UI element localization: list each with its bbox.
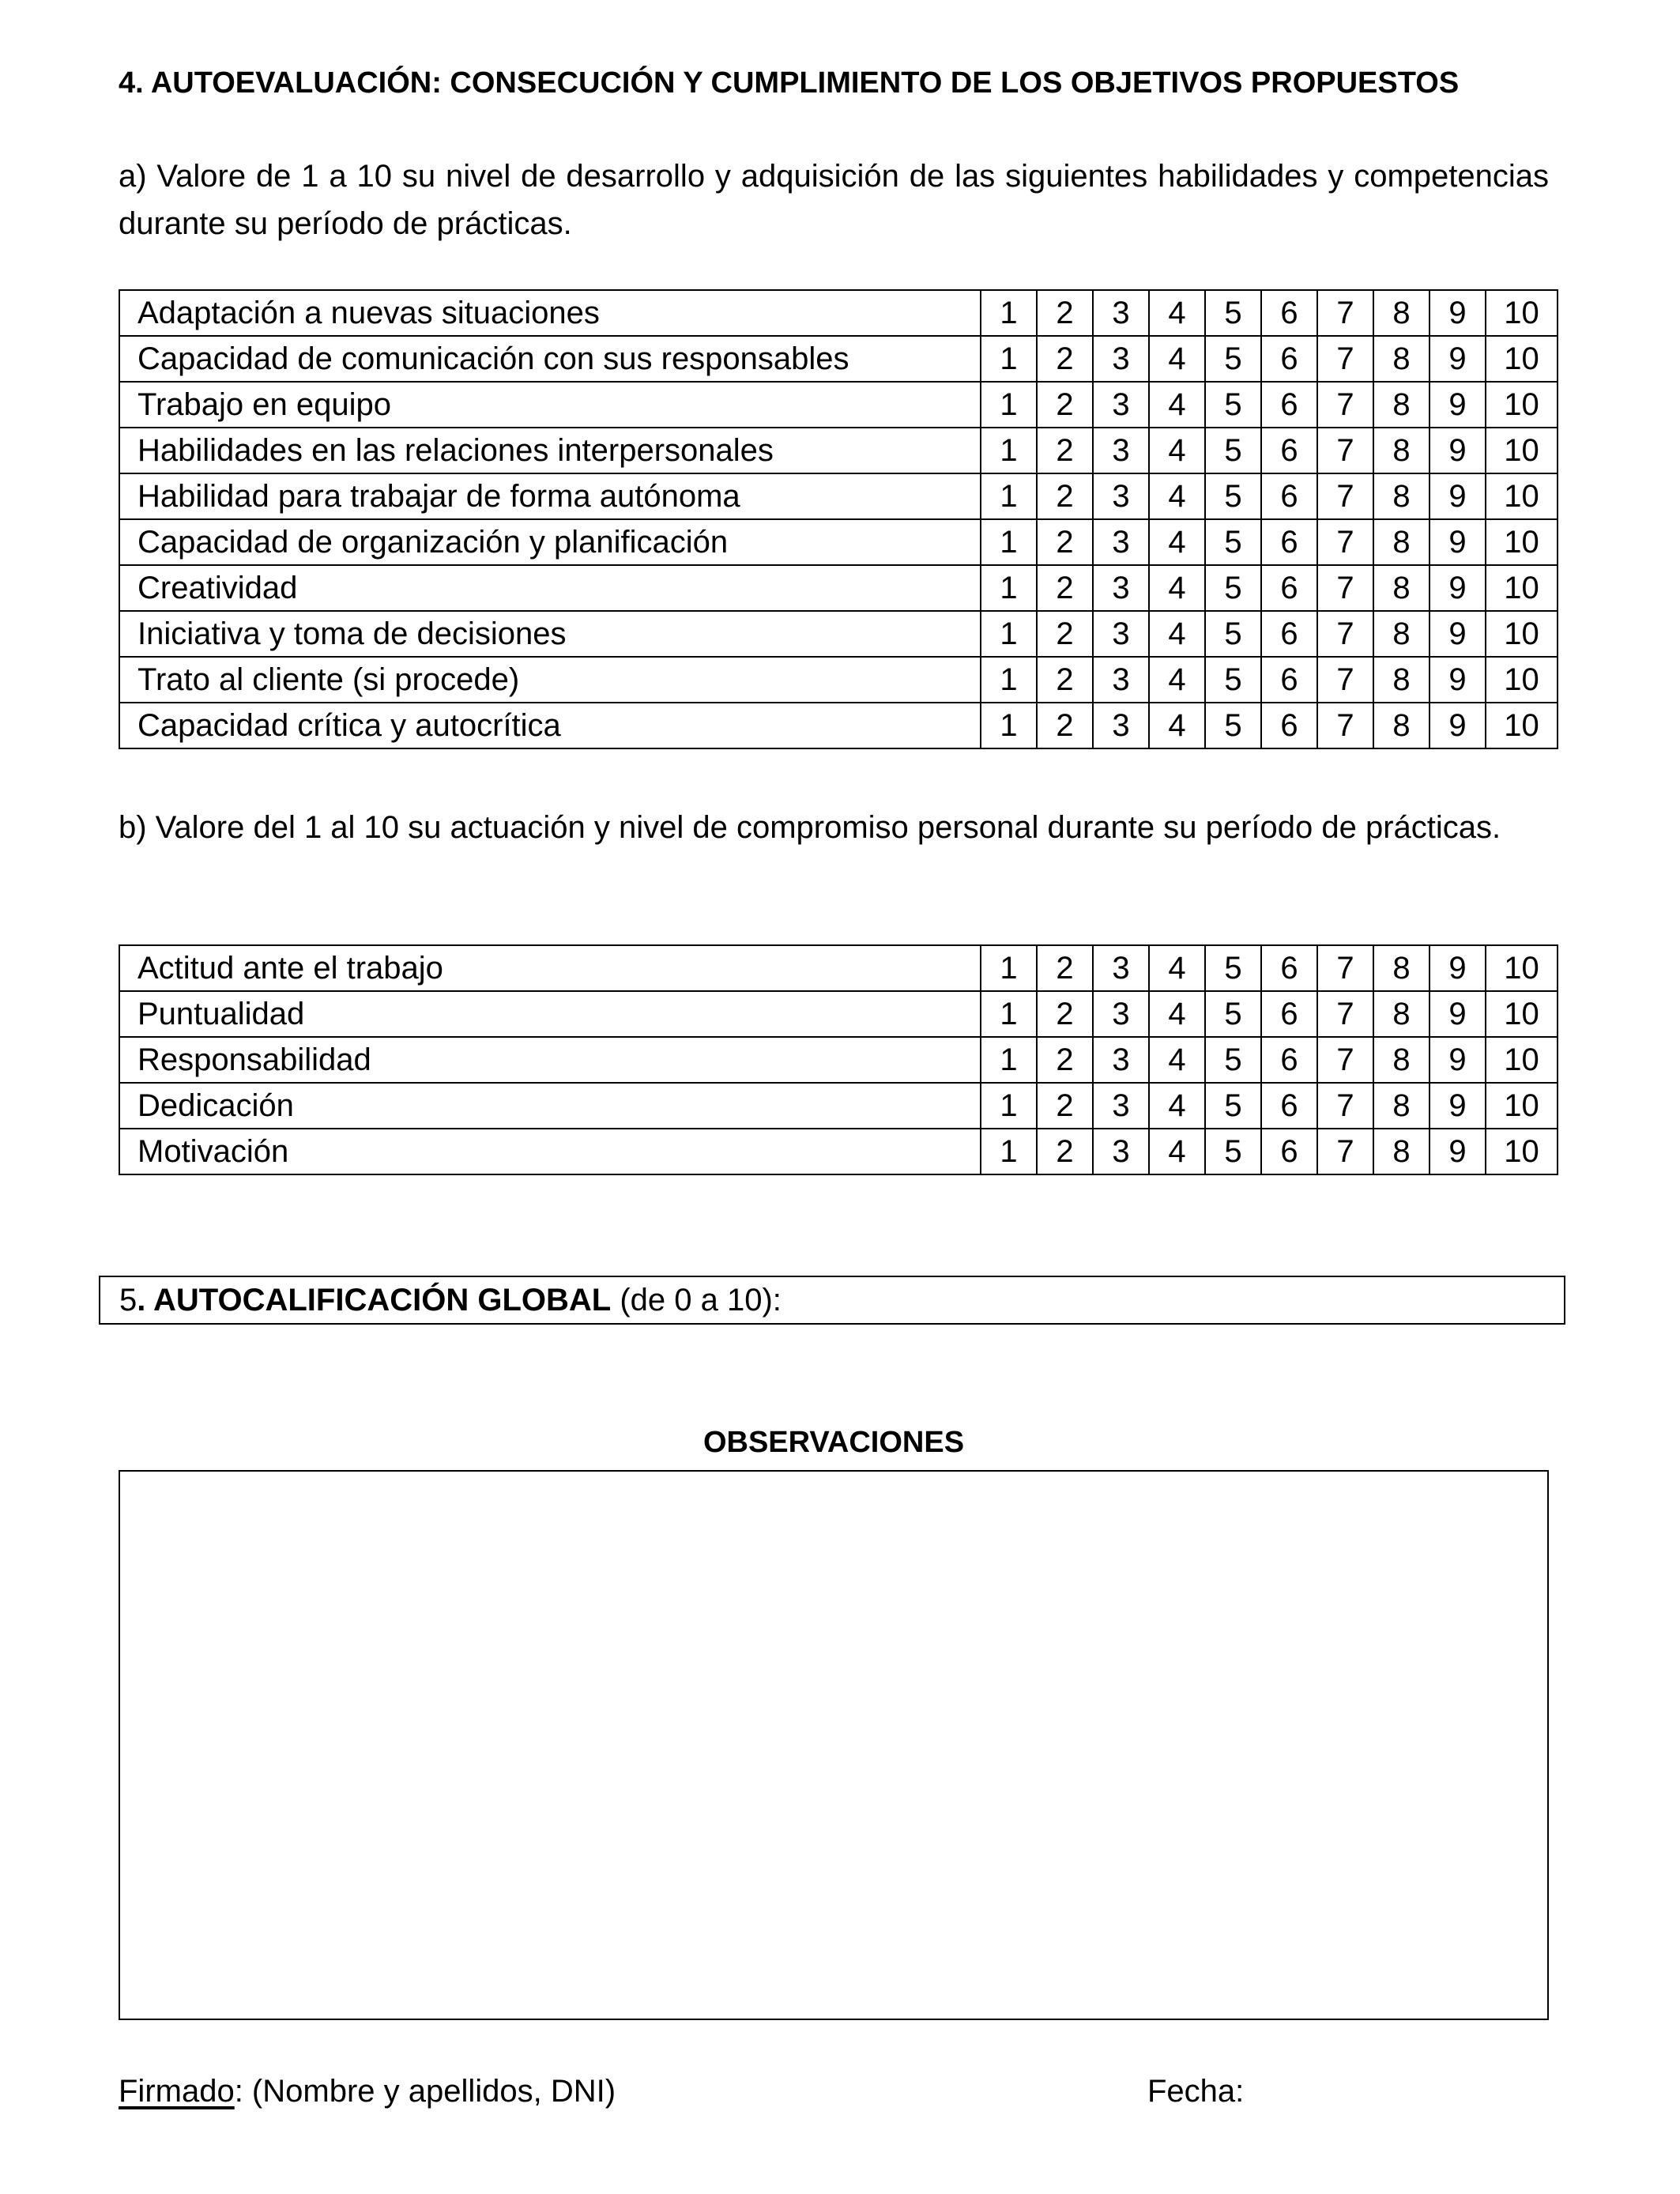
rating-option-9[interactable]: 9 xyxy=(1430,473,1486,519)
rating-option-7[interactable]: 7 xyxy=(1317,565,1373,611)
rating-option-2[interactable]: 2 xyxy=(1037,290,1093,336)
rating-option-1[interactable]: 1 xyxy=(981,611,1037,657)
rating-item-label: Creatividad xyxy=(119,565,981,611)
rating-option-2[interactable]: 2 xyxy=(1037,382,1093,428)
rating-option-5[interactable]: 5 xyxy=(1205,1129,1261,1174)
rating-option-1[interactable]: 1 xyxy=(981,1037,1037,1083)
rating-option-7[interactable]: 7 xyxy=(1317,382,1373,428)
rating-option-8[interactable]: 8 xyxy=(1373,473,1430,519)
rating-option-2[interactable]: 2 xyxy=(1037,657,1093,703)
rating-option-9[interactable]: 9 xyxy=(1430,991,1486,1037)
rating-option-10[interactable]: 10 xyxy=(1486,565,1558,611)
rating-option-2[interactable]: 2 xyxy=(1037,991,1093,1037)
rating-option-4[interactable]: 4 xyxy=(1149,945,1205,991)
rating-option-9[interactable]: 9 xyxy=(1430,1129,1486,1174)
rating-option-7[interactable]: 7 xyxy=(1317,657,1373,703)
rating-option-1[interactable]: 1 xyxy=(981,519,1037,565)
rating-option-4[interactable]: 4 xyxy=(1149,290,1205,336)
rating-option-8[interactable]: 8 xyxy=(1373,290,1430,336)
rating-option-4[interactable]: 4 xyxy=(1149,1037,1205,1083)
rating-item-label: Actitud ante el trabajo xyxy=(119,945,981,991)
rating-option-2[interactable]: 2 xyxy=(1037,1129,1093,1174)
rating-option-8[interactable]: 8 xyxy=(1373,657,1430,703)
rating-option-10[interactable]: 10 xyxy=(1486,703,1558,748)
rating-option-3[interactable]: 3 xyxy=(1093,428,1149,473)
rating-option-10[interactable]: 10 xyxy=(1486,1037,1558,1083)
rating-option-3[interactable]: 3 xyxy=(1093,991,1149,1037)
rating-row xyxy=(119,1129,1558,1174)
rating-row xyxy=(119,1083,1558,1129)
rating-option-6[interactable]: 6 xyxy=(1261,611,1317,657)
rating-option-3[interactable]: 3 xyxy=(1093,565,1149,611)
rating-option-6[interactable]: 6 xyxy=(1261,565,1317,611)
rating-row xyxy=(119,565,1558,611)
rating-option-3[interactable]: 3 xyxy=(1093,519,1149,565)
rating-option-9[interactable]: 9 xyxy=(1430,336,1486,382)
rating-option-10[interactable]: 10 xyxy=(1486,991,1558,1037)
rating-row xyxy=(119,290,1558,336)
rating-option-7[interactable]: 7 xyxy=(1317,991,1373,1037)
rating-option-8[interactable]: 8 xyxy=(1373,703,1430,748)
rating-option-1[interactable]: 1 xyxy=(981,1129,1037,1174)
rating-option-7[interactable]: 7 xyxy=(1317,336,1373,382)
rating-option-1[interactable]: 1 xyxy=(981,382,1037,428)
rating-option-9[interactable]: 9 xyxy=(1430,1037,1486,1083)
rating-option-7[interactable]: 7 xyxy=(1317,473,1373,519)
rating-option-6[interactable]: 6 xyxy=(1261,1129,1317,1174)
rating-option-2[interactable]: 2 xyxy=(1037,428,1093,473)
rating-option-4[interactable]: 4 xyxy=(1149,519,1205,565)
rating-option-1[interactable]: 1 xyxy=(981,657,1037,703)
observations-title: OBSERVACIONES xyxy=(703,1426,965,1459)
rating-option-5[interactable]: 5 xyxy=(1205,1083,1261,1129)
rating-option-3[interactable]: 3 xyxy=(1093,945,1149,991)
rating-option-7[interactable]: 7 xyxy=(1317,1129,1373,1174)
rating-option-2[interactable]: 2 xyxy=(1037,1037,1093,1083)
rating-option-8[interactable]: 8 xyxy=(1373,1083,1430,1129)
rating-option-10[interactable]: 10 xyxy=(1486,336,1558,382)
rating-option-4[interactable]: 4 xyxy=(1149,657,1205,703)
rating-option-5[interactable]: 5 xyxy=(1205,565,1261,611)
rating-item-label: Adaptación a nuevas situaciones xyxy=(119,290,981,336)
rating-option-5[interactable]: 5 xyxy=(1205,336,1261,382)
rating-option-1[interactable]: 1 xyxy=(981,1083,1037,1129)
rating-option-1[interactable]: 1 xyxy=(981,565,1037,611)
rating-option-2[interactable]: 2 xyxy=(1037,336,1093,382)
rating-row xyxy=(119,382,1558,428)
rating-option-3[interactable]: 3 xyxy=(1093,1129,1149,1174)
rating-option-5[interactable]: 5 xyxy=(1205,428,1261,473)
rating-option-1[interactable]: 1 xyxy=(981,473,1037,519)
signed-line xyxy=(119,2069,616,2113)
rating-option-4[interactable]: 4 xyxy=(1149,703,1205,748)
rating-option-10[interactable]: 10 xyxy=(1486,473,1558,519)
rating-option-5[interactable]: 5 xyxy=(1205,382,1261,428)
rating-option-10[interactable]: 10 xyxy=(1486,428,1558,473)
rating-option-5[interactable]: 5 xyxy=(1205,473,1261,519)
rating-option-2[interactable]: 2 xyxy=(1037,519,1093,565)
rating-option-6[interactable]: 6 xyxy=(1261,1037,1317,1083)
rating-option-2[interactable]: 2 xyxy=(1037,703,1093,748)
rating-option-3[interactable]: 3 xyxy=(1093,1083,1149,1129)
rating-option-7[interactable]: 7 xyxy=(1317,1037,1373,1083)
rating-option-8[interactable]: 8 xyxy=(1373,991,1430,1037)
rating-item-label: Iniciativa y toma de decisiones xyxy=(119,611,981,657)
rating-option-10[interactable]: 10 xyxy=(1486,1083,1558,1129)
rating-item-label: Trato al cliente (si procede) xyxy=(119,657,981,703)
part-b-instruction: b) Valore del 1 al 10 su actuación y nivel de compromiso personal durante su período de prácticas. xyxy=(119,810,1501,845)
rating-option-10[interactable]: 10 xyxy=(1486,657,1558,703)
rating-option-4[interactable]: 4 xyxy=(1149,428,1205,473)
rating-item-label: Habilidad para trabajar de forma autónoma xyxy=(119,473,981,519)
rating-item-label: Dedicación xyxy=(119,1083,981,1129)
rating-item-label: Motivación xyxy=(119,1129,981,1174)
rating-option-8[interactable]: 8 xyxy=(1373,945,1430,991)
rating-option-8[interactable]: 8 xyxy=(1373,565,1430,611)
rating-option-10[interactable]: 10 xyxy=(1486,945,1558,991)
rating-item-label: Capacidad de comunicación con sus responsables xyxy=(119,336,981,382)
rating-option-4[interactable]: 4 xyxy=(1149,1129,1205,1174)
rating-option-4[interactable]: 4 xyxy=(1149,565,1205,611)
skills-rating-table xyxy=(119,289,1558,749)
rating-item-label: Responsabilidad xyxy=(119,1037,981,1083)
rating-option-6[interactable]: 6 xyxy=(1261,428,1317,473)
rating-option-6[interactable]: 6 xyxy=(1261,290,1317,336)
rating-row xyxy=(119,611,1558,657)
observations-textbox[interactable] xyxy=(119,1470,1549,2020)
rating-option-1[interactable]: 1 xyxy=(981,991,1037,1037)
rating-row xyxy=(119,1037,1558,1083)
rating-option-8[interactable]: 8 xyxy=(1373,1129,1430,1174)
rating-row xyxy=(119,945,1558,991)
rating-option-9[interactable]: 9 xyxy=(1430,382,1486,428)
rating-option-5[interactable]: 5 xyxy=(1205,519,1261,565)
rating-option-7[interactable]: 7 xyxy=(1317,703,1373,748)
rating-item-label: Trabajo en equipo xyxy=(119,382,981,428)
rating-option-6[interactable]: 6 xyxy=(1261,382,1317,428)
rating-row xyxy=(119,473,1558,519)
global-self-rating-field[interactable] xyxy=(99,1276,1565,1325)
rating-option-2[interactable]: 2 xyxy=(1037,473,1093,519)
rating-option-8[interactable]: 8 xyxy=(1373,611,1430,657)
part-a-instruction: a) Valore de 1 a 10 su nivel de desarrollo y adquisición de las siguientes habilidades y competencias durante su período de prácticas. xyxy=(119,159,1549,241)
rating-option-7[interactable]: 7 xyxy=(1317,945,1373,991)
rating-option-5[interactable]: 5 xyxy=(1205,703,1261,748)
signed-label: Firmado xyxy=(119,2074,235,2109)
rating-row xyxy=(119,519,1558,565)
rating-option-4[interactable]: 4 xyxy=(1149,611,1205,657)
rating-option-5[interactable]: 5 xyxy=(1205,611,1261,657)
rating-option-3[interactable]: 3 xyxy=(1093,336,1149,382)
rating-option-9[interactable]: 9 xyxy=(1430,945,1486,991)
section-5-title: . AUTOCALIFICACIÓN GLOBAL xyxy=(137,1283,612,1318)
rating-option-9[interactable]: 9 xyxy=(1430,657,1486,703)
rating-option-10[interactable]: 10 xyxy=(1486,382,1558,428)
rating-option-6[interactable]: 6 xyxy=(1261,336,1317,382)
rating-option-9[interactable]: 9 xyxy=(1430,519,1486,565)
rating-option-4[interactable]: 4 xyxy=(1149,991,1205,1037)
rating-item-label: Capacidad de organización y planificación xyxy=(119,519,981,565)
rating-option-6[interactable]: 6 xyxy=(1261,1083,1317,1129)
rating-item-label: Habilidades en las relaciones interpersonales xyxy=(119,428,981,473)
rating-option-5[interactable]: 5 xyxy=(1205,945,1261,991)
rating-option-3[interactable]: 3 xyxy=(1093,657,1149,703)
rating-option-1[interactable]: 1 xyxy=(981,428,1037,473)
rating-row xyxy=(119,703,1558,748)
rating-option-6[interactable]: 6 xyxy=(1261,991,1317,1037)
rating-option-6[interactable]: 6 xyxy=(1261,473,1317,519)
rating-option-5[interactable]: 5 xyxy=(1205,657,1261,703)
rating-option-6[interactable]: 6 xyxy=(1261,945,1317,991)
rating-option-6[interactable]: 6 xyxy=(1261,657,1317,703)
rating-option-3[interactable]: 3 xyxy=(1093,473,1149,519)
signed-hint: : (Nombre y apellidos, DNI) xyxy=(234,2074,616,2109)
rating-option-2[interactable]: 2 xyxy=(1037,611,1093,657)
rating-option-4[interactable]: 4 xyxy=(1149,382,1205,428)
rating-option-8[interactable]: 8 xyxy=(1373,1037,1430,1083)
rating-option-5[interactable]: 5 xyxy=(1205,991,1261,1037)
rating-option-1[interactable]: 1 xyxy=(981,945,1037,991)
rating-option-5[interactable]: 5 xyxy=(1205,1037,1261,1083)
rating-option-8[interactable]: 8 xyxy=(1373,336,1430,382)
section-4-heading: 4. AUTOEVALUACIÓN: CONSECUCIÓN Y CUMPLIMIENTO DE LOS OBJETIVOS PROPUESTOS xyxy=(119,66,1460,100)
date-label: Fecha: xyxy=(1147,2074,1245,2109)
rating-option-8[interactable]: 8 xyxy=(1373,428,1430,473)
rating-option-10[interactable]: 10 xyxy=(1486,290,1558,336)
rating-option-5[interactable]: 5 xyxy=(1205,290,1261,336)
rating-item-label: Puntualidad xyxy=(119,991,981,1037)
rating-option-1[interactable]: 1 xyxy=(981,703,1037,748)
rating-option-4[interactable]: 4 xyxy=(1149,1083,1205,1129)
rating-option-7[interactable]: 7 xyxy=(1317,290,1373,336)
rating-option-2[interactable]: 2 xyxy=(1037,945,1093,991)
rating-option-1[interactable]: 1 xyxy=(981,336,1037,382)
rating-option-6[interactable]: 6 xyxy=(1261,703,1317,748)
rating-option-7[interactable]: 7 xyxy=(1317,611,1373,657)
commitment-rating-table xyxy=(119,944,1558,1175)
rating-item-label: Capacidad crítica y autocrítica xyxy=(119,703,981,748)
rating-option-3[interactable]: 3 xyxy=(1093,290,1149,336)
rating-option-9[interactable]: 9 xyxy=(1430,703,1486,748)
rating-option-8[interactable]: 8 xyxy=(1373,519,1430,565)
rating-option-3[interactable]: 3 xyxy=(1093,611,1149,657)
rating-option-9[interactable]: 9 xyxy=(1430,565,1486,611)
rating-option-9[interactable]: 9 xyxy=(1430,611,1486,657)
rating-option-2[interactable]: 2 xyxy=(1037,565,1093,611)
rating-option-10[interactable]: 10 xyxy=(1486,519,1558,565)
rating-option-3[interactable]: 3 xyxy=(1093,382,1149,428)
rating-row xyxy=(119,428,1558,473)
rating-option-3[interactable]: 3 xyxy=(1093,703,1149,748)
rating-option-3[interactable]: 3 xyxy=(1093,1037,1149,1083)
rating-option-6[interactable]: 6 xyxy=(1261,519,1317,565)
rating-option-9[interactable]: 9 xyxy=(1430,1083,1486,1129)
rating-option-1[interactable]: 1 xyxy=(981,290,1037,336)
rating-option-9[interactable]: 9 xyxy=(1430,290,1486,336)
rating-option-4[interactable]: 4 xyxy=(1149,473,1205,519)
section-5-range: (de 0 a 10): xyxy=(611,1283,782,1318)
rating-option-7[interactable]: 7 xyxy=(1317,519,1373,565)
section-5-number: 5 xyxy=(119,1283,137,1318)
rating-row xyxy=(119,991,1558,1037)
rating-row xyxy=(119,657,1558,703)
rating-option-8[interactable]: 8 xyxy=(1373,382,1430,428)
rating-option-2[interactable]: 2 xyxy=(1037,1083,1093,1129)
rating-option-10[interactable]: 10 xyxy=(1486,611,1558,657)
rating-option-10[interactable]: 10 xyxy=(1486,1129,1558,1174)
rating-option-7[interactable]: 7 xyxy=(1317,428,1373,473)
rating-row xyxy=(119,336,1558,382)
rating-option-9[interactable]: 9 xyxy=(1430,428,1486,473)
rating-option-7[interactable]: 7 xyxy=(1317,1083,1373,1129)
rating-option-4[interactable]: 4 xyxy=(1149,336,1205,382)
